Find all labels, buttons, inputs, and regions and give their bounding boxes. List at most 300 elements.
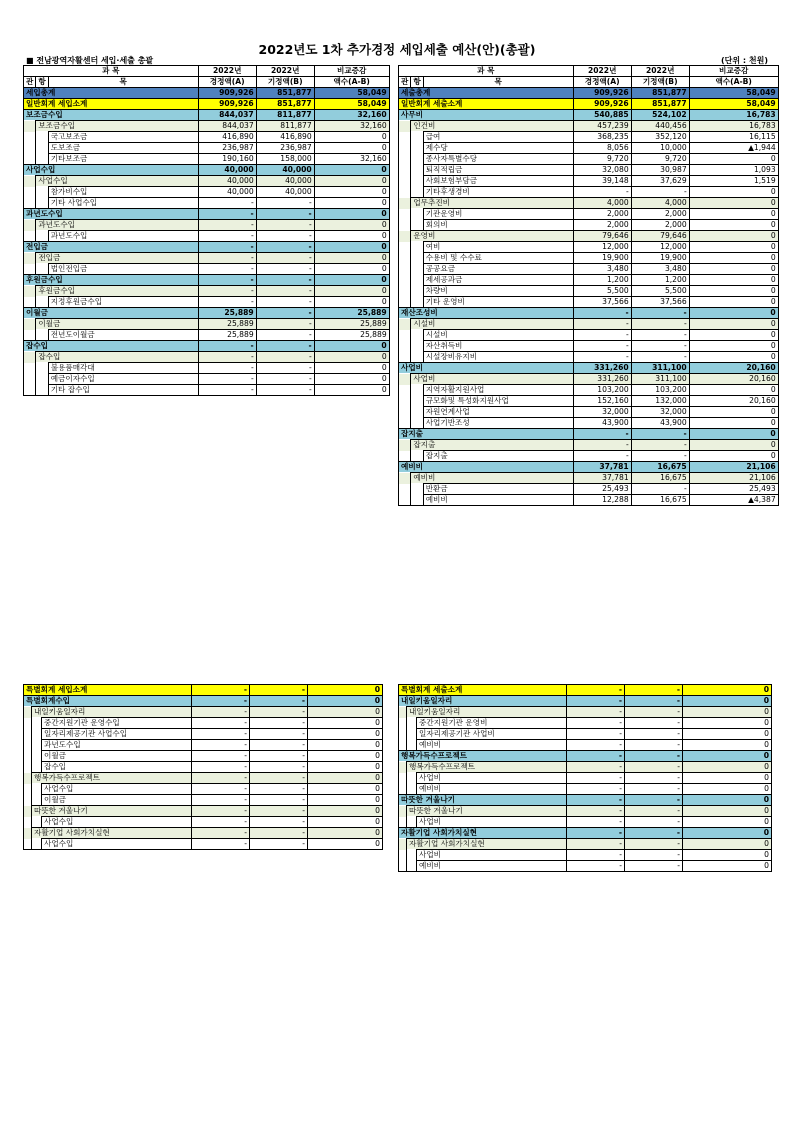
- row-label: 사업비: [411, 374, 573, 385]
- header-hang: 항: [36, 77, 48, 88]
- table-row: [399, 143, 779, 154]
- value-d: 0: [314, 132, 389, 143]
- value-a: -: [567, 795, 625, 806]
- table-row: [24, 231, 390, 242]
- value-d: 0: [308, 718, 383, 729]
- value-b: -: [631, 341, 689, 352]
- row-label: 지정후원금수입: [48, 297, 198, 308]
- gwan-cell: [24, 817, 32, 828]
- row-label: 예금이자수입: [48, 374, 198, 385]
- value-b: 851,877: [256, 99, 314, 110]
- value-a: -: [192, 740, 250, 751]
- row-label: 사업수입: [24, 165, 199, 176]
- value-d: 16,115: [689, 132, 778, 143]
- table-row: [399, 751, 772, 762]
- value-b: -: [631, 187, 689, 198]
- value-a: 331,260: [573, 374, 631, 385]
- value-a: -: [198, 242, 256, 253]
- value-a: 2,000: [573, 209, 631, 220]
- gwan-cell: [399, 440, 411, 451]
- table-row: [399, 341, 779, 352]
- header-row: [399, 77, 779, 88]
- row-label: 중간지원기관 운영비: [417, 718, 567, 729]
- table-row: [24, 198, 390, 209]
- table-row: [399, 806, 772, 817]
- value-b: 12,000: [631, 242, 689, 253]
- value-b: -: [256, 330, 314, 341]
- row-label: 급여: [423, 132, 573, 143]
- row-label: 규모화및 특성화지원사업: [423, 396, 573, 407]
- value-d: 0: [683, 795, 772, 806]
- value-a: -: [198, 209, 256, 220]
- value-a: 331,260: [573, 363, 631, 374]
- row-label: 종사자특별수당: [423, 154, 573, 165]
- table-row: [399, 418, 779, 429]
- value-d: 0: [314, 187, 389, 198]
- table-row: [399, 88, 779, 99]
- value-b: -: [631, 330, 689, 341]
- table-row: [399, 275, 779, 286]
- table-row: [399, 352, 779, 363]
- value-d: 58,049: [689, 99, 778, 110]
- value-d: 0: [308, 685, 383, 696]
- value-d: 58,049: [314, 88, 389, 99]
- value-a: 844,037: [198, 121, 256, 132]
- value-d: 0: [314, 275, 389, 286]
- value-a: -: [192, 685, 250, 696]
- value-a: -: [567, 806, 625, 817]
- value-a: 12,000: [573, 242, 631, 253]
- row-label: 시설장비유지비: [423, 352, 573, 363]
- row-label: 국고보조금: [48, 132, 198, 143]
- row-label: 불용품매각대: [48, 363, 198, 374]
- table-row: [399, 187, 779, 198]
- value-b: -: [625, 839, 683, 850]
- table-row: [399, 839, 772, 850]
- value-a: -: [567, 685, 625, 696]
- value-a: 5,500: [573, 286, 631, 297]
- table-row: [24, 817, 383, 828]
- gwan-cell: [24, 385, 36, 396]
- table-row: [24, 696, 383, 707]
- value-d: 0: [308, 773, 383, 784]
- value-a: -: [192, 718, 250, 729]
- hang-cell: [411, 451, 423, 462]
- gwan-cell: [24, 773, 32, 784]
- value-b: -: [256, 385, 314, 396]
- value-b: -: [256, 352, 314, 363]
- value-d: 0: [689, 429, 778, 440]
- value-a: 540,885: [573, 110, 631, 121]
- value-d: 0: [683, 861, 772, 872]
- table-row: [24, 121, 390, 132]
- value-b: 236,987: [256, 143, 314, 154]
- hang-cell: [36, 187, 48, 198]
- row-label: 반환금: [423, 484, 573, 495]
- row-label: 기타 잡수입: [48, 385, 198, 396]
- value-d: 0: [308, 729, 383, 740]
- hang-cell: [411, 209, 423, 220]
- hang-cell: [411, 330, 423, 341]
- value-d: 0: [683, 696, 772, 707]
- value-b: -: [625, 740, 683, 751]
- value-a: -: [198, 374, 256, 385]
- value-d: 58,049: [689, 88, 778, 99]
- table-row: [24, 740, 383, 751]
- table-row: [399, 330, 779, 341]
- value-d: 0: [308, 696, 383, 707]
- value-d: 16,783: [689, 121, 778, 132]
- gwan-cell: [399, 154, 411, 165]
- value-a: 190,160: [198, 154, 256, 165]
- table-row: [399, 165, 779, 176]
- value-b: -: [250, 806, 308, 817]
- value-a: 3,480: [573, 264, 631, 275]
- value-d: 0: [314, 341, 389, 352]
- row-label: 자활기업 사회가치실현: [32, 828, 192, 839]
- row-label: 이월금: [24, 308, 199, 319]
- gwan-cell: [24, 319, 36, 330]
- header-gwamok: 과 목: [399, 66, 574, 77]
- value-a: -: [567, 729, 625, 740]
- value-b: -: [631, 484, 689, 495]
- value-b: 32,000: [631, 407, 689, 418]
- row-label: 후원금수입: [24, 275, 199, 286]
- value-b: -: [256, 374, 314, 385]
- value-b: 16,675: [631, 462, 689, 473]
- value-d: 0: [314, 143, 389, 154]
- table-row: [24, 275, 390, 286]
- row-label: 이월금: [42, 795, 192, 806]
- value-b: -: [250, 828, 308, 839]
- revenue-table: [23, 65, 390, 396]
- table-row: [399, 396, 779, 407]
- table-row: [399, 462, 779, 473]
- table-row: [24, 784, 383, 795]
- value-d: 20,160: [689, 396, 778, 407]
- table-row: [24, 143, 390, 154]
- table-row: [399, 484, 779, 495]
- value-a: 4,000: [573, 198, 631, 209]
- gwan-cell: [24, 751, 32, 762]
- table-row: [399, 99, 779, 110]
- hang-cell: [36, 264, 48, 275]
- row-label: 공공요금: [423, 264, 573, 275]
- value-b: -: [250, 729, 308, 740]
- row-label: 퇴직적립금: [423, 165, 573, 176]
- gwan-cell: [399, 850, 407, 861]
- hang-cell: [407, 850, 417, 861]
- header-b: 기정액(B): [256, 77, 314, 88]
- value-d: 0: [689, 319, 778, 330]
- value-b: -: [250, 795, 308, 806]
- value-b: -: [250, 817, 308, 828]
- hang-cell: [411, 418, 423, 429]
- row-label: 예비비: [417, 740, 567, 751]
- value-d: 0: [689, 187, 778, 198]
- table-row: [24, 99, 390, 110]
- value-a: 37,566: [573, 297, 631, 308]
- value-d: 0: [314, 198, 389, 209]
- value-a: -: [198, 297, 256, 308]
- value-b: -: [256, 264, 314, 275]
- value-a: -: [198, 352, 256, 363]
- hang-cell: [407, 740, 417, 751]
- row-label: 참가비수입: [48, 187, 198, 198]
- value-a: 368,235: [573, 132, 631, 143]
- value-a: -: [192, 696, 250, 707]
- value-d: 0: [314, 176, 389, 187]
- value-a: 103,200: [573, 385, 631, 396]
- value-a: 416,890: [198, 132, 256, 143]
- row-label: 사업수입: [42, 784, 192, 795]
- value-a: -: [198, 231, 256, 242]
- table-row: [24, 264, 390, 275]
- gwan-cell: [399, 817, 407, 828]
- value-d: 0: [308, 817, 383, 828]
- value-a: -: [567, 751, 625, 762]
- gwan-cell: [399, 495, 411, 506]
- gwan-cell: [24, 198, 36, 209]
- row-label: 일자리제공기관 사업비: [417, 729, 567, 740]
- row-label: 과년도수입: [42, 740, 192, 751]
- table-row: [399, 784, 772, 795]
- value-a: -: [567, 784, 625, 795]
- header-gwan: 관: [24, 77, 36, 88]
- table-row: [399, 729, 772, 740]
- hang-cell: [411, 341, 423, 352]
- table-row: [399, 773, 772, 784]
- row-label: 일반회계 세출소계: [399, 99, 574, 110]
- value-b: 19,900: [631, 253, 689, 264]
- gwan-cell: [399, 484, 411, 495]
- value-d: 32,160: [314, 154, 389, 165]
- table-row: [24, 806, 383, 817]
- value-b: 30,987: [631, 165, 689, 176]
- value-b: 311,100: [631, 363, 689, 374]
- header-a: 경정액(A): [198, 77, 256, 88]
- value-a: 40,000: [198, 165, 256, 176]
- value-d: 0: [689, 275, 778, 286]
- header-ab: 액수(A-B): [689, 77, 778, 88]
- value-d: 0: [308, 839, 383, 850]
- row-label: 예비비: [417, 861, 567, 872]
- value-a: -: [573, 319, 631, 330]
- gwan-cell: [24, 121, 36, 132]
- value-d: 0: [683, 751, 772, 762]
- header-diff: 비교증감: [689, 66, 778, 77]
- value-b: -: [631, 451, 689, 462]
- value-b: 524,102: [631, 110, 689, 121]
- value-b: 311,100: [631, 374, 689, 385]
- row-label: 잡수입: [36, 352, 198, 363]
- value-d: 0: [314, 242, 389, 253]
- row-label: 자활기업 사회가치실현: [407, 839, 567, 850]
- header-gwamok: 과 목: [24, 66, 199, 77]
- value-d: 0: [689, 154, 778, 165]
- value-a: 152,160: [573, 396, 631, 407]
- value-b: 2,000: [631, 209, 689, 220]
- row-label: 업무추진비: [411, 198, 573, 209]
- gwan-cell: [24, 740, 32, 751]
- gwan-cell: [399, 407, 411, 418]
- row-label: 세출총계: [399, 88, 574, 99]
- value-a: 43,900: [573, 418, 631, 429]
- value-a: -: [567, 850, 625, 861]
- value-d: 0: [689, 242, 778, 253]
- table-row: [24, 352, 390, 363]
- row-label: 기관운영비: [423, 209, 573, 220]
- value-b: 440,456: [631, 121, 689, 132]
- table-row: [399, 209, 779, 220]
- value-d: 20,160: [689, 374, 778, 385]
- gwan-cell: [399, 773, 407, 784]
- value-b: 43,900: [631, 418, 689, 429]
- value-b: 16,675: [631, 495, 689, 506]
- gwan-cell: [24, 839, 32, 850]
- row-label: 따뜻한 겨울나기: [399, 795, 567, 806]
- hang-cell: [411, 165, 423, 176]
- table-row: [24, 319, 390, 330]
- row-label: 지역자활지원사업: [423, 385, 573, 396]
- value-a: 32,000: [573, 407, 631, 418]
- row-label: 특별회계 세출소계: [399, 685, 567, 696]
- value-d: 0: [689, 297, 778, 308]
- value-a: 909,926: [198, 88, 256, 99]
- gwan-cell: [24, 187, 36, 198]
- value-a: -: [567, 839, 625, 850]
- value-b: -: [250, 740, 308, 751]
- hang-cell: [36, 363, 48, 374]
- gwan-cell: [399, 209, 411, 220]
- value-d: 0: [689, 264, 778, 275]
- value-a: -: [192, 784, 250, 795]
- row-label: 차량비: [423, 286, 573, 297]
- row-label: 일반회계 세입소계: [24, 99, 199, 110]
- row-label: 시설비: [423, 330, 573, 341]
- table-row: [24, 154, 390, 165]
- value-b: -: [256, 308, 314, 319]
- gwan-cell: [24, 264, 36, 275]
- value-d: 20,160: [689, 363, 778, 374]
- table-row: [24, 165, 390, 176]
- hang-cell: [411, 495, 423, 506]
- value-a: -: [198, 286, 256, 297]
- gwan-cell: [24, 784, 32, 795]
- row-label: 재산조성비: [399, 308, 574, 319]
- value-b: 811,877: [256, 110, 314, 121]
- table-row: [399, 176, 779, 187]
- hang-cell: [36, 297, 48, 308]
- row-label: 사업비: [417, 850, 567, 861]
- gwan-cell: [399, 231, 411, 242]
- table-row: [24, 707, 383, 718]
- value-b: -: [625, 751, 683, 762]
- row-label: 예비비: [417, 784, 567, 795]
- row-label: 잡수입: [24, 341, 199, 352]
- hang-cell: [407, 729, 417, 740]
- row-label: 보조금수입: [24, 110, 199, 121]
- hang-cell: [411, 352, 423, 363]
- value-b: 5,500: [631, 286, 689, 297]
- table-row: [399, 440, 779, 451]
- gwan-cell: [399, 740, 407, 751]
- row-label: 사업기반조성: [423, 418, 573, 429]
- value-a: -: [567, 762, 625, 773]
- value-a: -: [567, 707, 625, 718]
- value-b: -: [625, 696, 683, 707]
- hang-cell: [36, 374, 48, 385]
- table-row: [24, 718, 383, 729]
- row-label: 특별회계수입: [24, 696, 192, 707]
- value-d: 0: [689, 451, 778, 462]
- table-row: [399, 231, 779, 242]
- row-label: 잡지출: [399, 429, 574, 440]
- value-b: -: [250, 751, 308, 762]
- value-d: 0: [314, 374, 389, 385]
- row-label: 전입금: [24, 242, 199, 253]
- table-row: [399, 828, 772, 839]
- gwan-cell: [399, 784, 407, 795]
- value-d: 21,106: [689, 462, 778, 473]
- hang-cell: [411, 154, 423, 165]
- row-label: 잡수입: [42, 762, 192, 773]
- gwan-cell: [399, 297, 411, 308]
- header-mok: 목: [48, 77, 198, 88]
- value-d: 25,889: [314, 330, 389, 341]
- table-row: [399, 696, 772, 707]
- value-b: 3,480: [631, 264, 689, 275]
- value-a: 12,288: [573, 495, 631, 506]
- table-row: [24, 363, 390, 374]
- table-row: [24, 308, 390, 319]
- value-a: -: [192, 762, 250, 773]
- value-a: 25,889: [198, 319, 256, 330]
- value-d: 0: [314, 231, 389, 242]
- value-b: -: [631, 429, 689, 440]
- value-a: -: [573, 429, 631, 440]
- value-b: -: [256, 220, 314, 231]
- unit-label: (단위 : 천원): [721, 56, 768, 65]
- value-a: -: [567, 773, 625, 784]
- gwan-cell: [24, 143, 36, 154]
- value-a: -: [192, 751, 250, 762]
- value-a: -: [573, 440, 631, 451]
- header-row: [399, 66, 779, 77]
- value-d: 0: [683, 839, 772, 850]
- gwan-cell: [24, 795, 32, 806]
- hang-cell: [407, 861, 417, 872]
- value-a: -: [573, 341, 631, 352]
- value-b: -: [250, 685, 308, 696]
- gwan-cell: [24, 286, 36, 297]
- value-a: -: [198, 363, 256, 374]
- row-label: 제세공과금: [423, 275, 573, 286]
- table-row: [24, 132, 390, 143]
- table-row: [24, 176, 390, 187]
- value-a: -: [192, 817, 250, 828]
- hang-cell: [411, 132, 423, 143]
- value-b: 851,877: [631, 88, 689, 99]
- table-row: [399, 264, 779, 275]
- gwan-cell: [399, 330, 411, 341]
- value-a: -: [192, 773, 250, 784]
- table-row: [399, 198, 779, 209]
- value-a: -: [192, 806, 250, 817]
- table-row: [24, 297, 390, 308]
- value-d: 0: [308, 806, 383, 817]
- value-d: 0: [689, 198, 778, 209]
